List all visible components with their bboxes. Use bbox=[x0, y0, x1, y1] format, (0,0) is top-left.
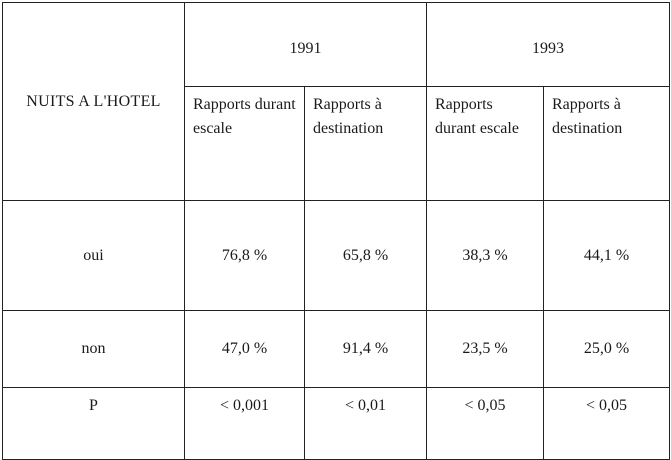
cell-non-1993-destination: 25,0 % bbox=[544, 311, 670, 388]
cell-p-1991-destination: < 0,01 bbox=[305, 388, 427, 460]
year-header-row bbox=[3, 3, 670, 87]
cell-oui-1991-destination: 65,8 % bbox=[305, 201, 427, 311]
row-label-p: P bbox=[3, 388, 185, 460]
cell-p-1993-destination: < 0,05 bbox=[544, 388, 670, 460]
cell-p-1993-escale: < 0,05 bbox=[427, 388, 544, 460]
row-label-non: non bbox=[3, 311, 185, 388]
cell-non-1991-escale: 47,0 % bbox=[185, 311, 305, 388]
cell-non-1993-escale: 23,5 % bbox=[427, 311, 544, 388]
table-row-non bbox=[3, 311, 670, 388]
table-row-oui bbox=[3, 201, 670, 311]
year-header-1991: 1991 bbox=[185, 3, 427, 87]
sub-header-1993-escale: Rapports durant escale bbox=[427, 87, 544, 201]
sub-header-1993-destination: Rapports à destination bbox=[544, 87, 670, 201]
row-label-oui: oui bbox=[3, 201, 185, 311]
stub-header: NUITS A L'HOTEL bbox=[3, 3, 185, 201]
cell-non-1991-destination: 91,4 % bbox=[305, 311, 427, 388]
cell-p-1991-escale: < 0,001 bbox=[185, 388, 305, 460]
table-row-p bbox=[3, 388, 670, 460]
cell-oui-1991-escale: 76,8 % bbox=[185, 201, 305, 311]
cell-oui-1993-destination: 44,1 % bbox=[544, 201, 670, 311]
year-header-1993: 1993 bbox=[427, 3, 670, 87]
sub-header-1991-escale: Rapports durant escale bbox=[185, 87, 305, 201]
sub-header-1991-destination: Rapports à destination bbox=[305, 87, 427, 201]
hotel-nights-table bbox=[2, 2, 670, 460]
cell-oui-1993-escale: 38,3 % bbox=[427, 201, 544, 311]
